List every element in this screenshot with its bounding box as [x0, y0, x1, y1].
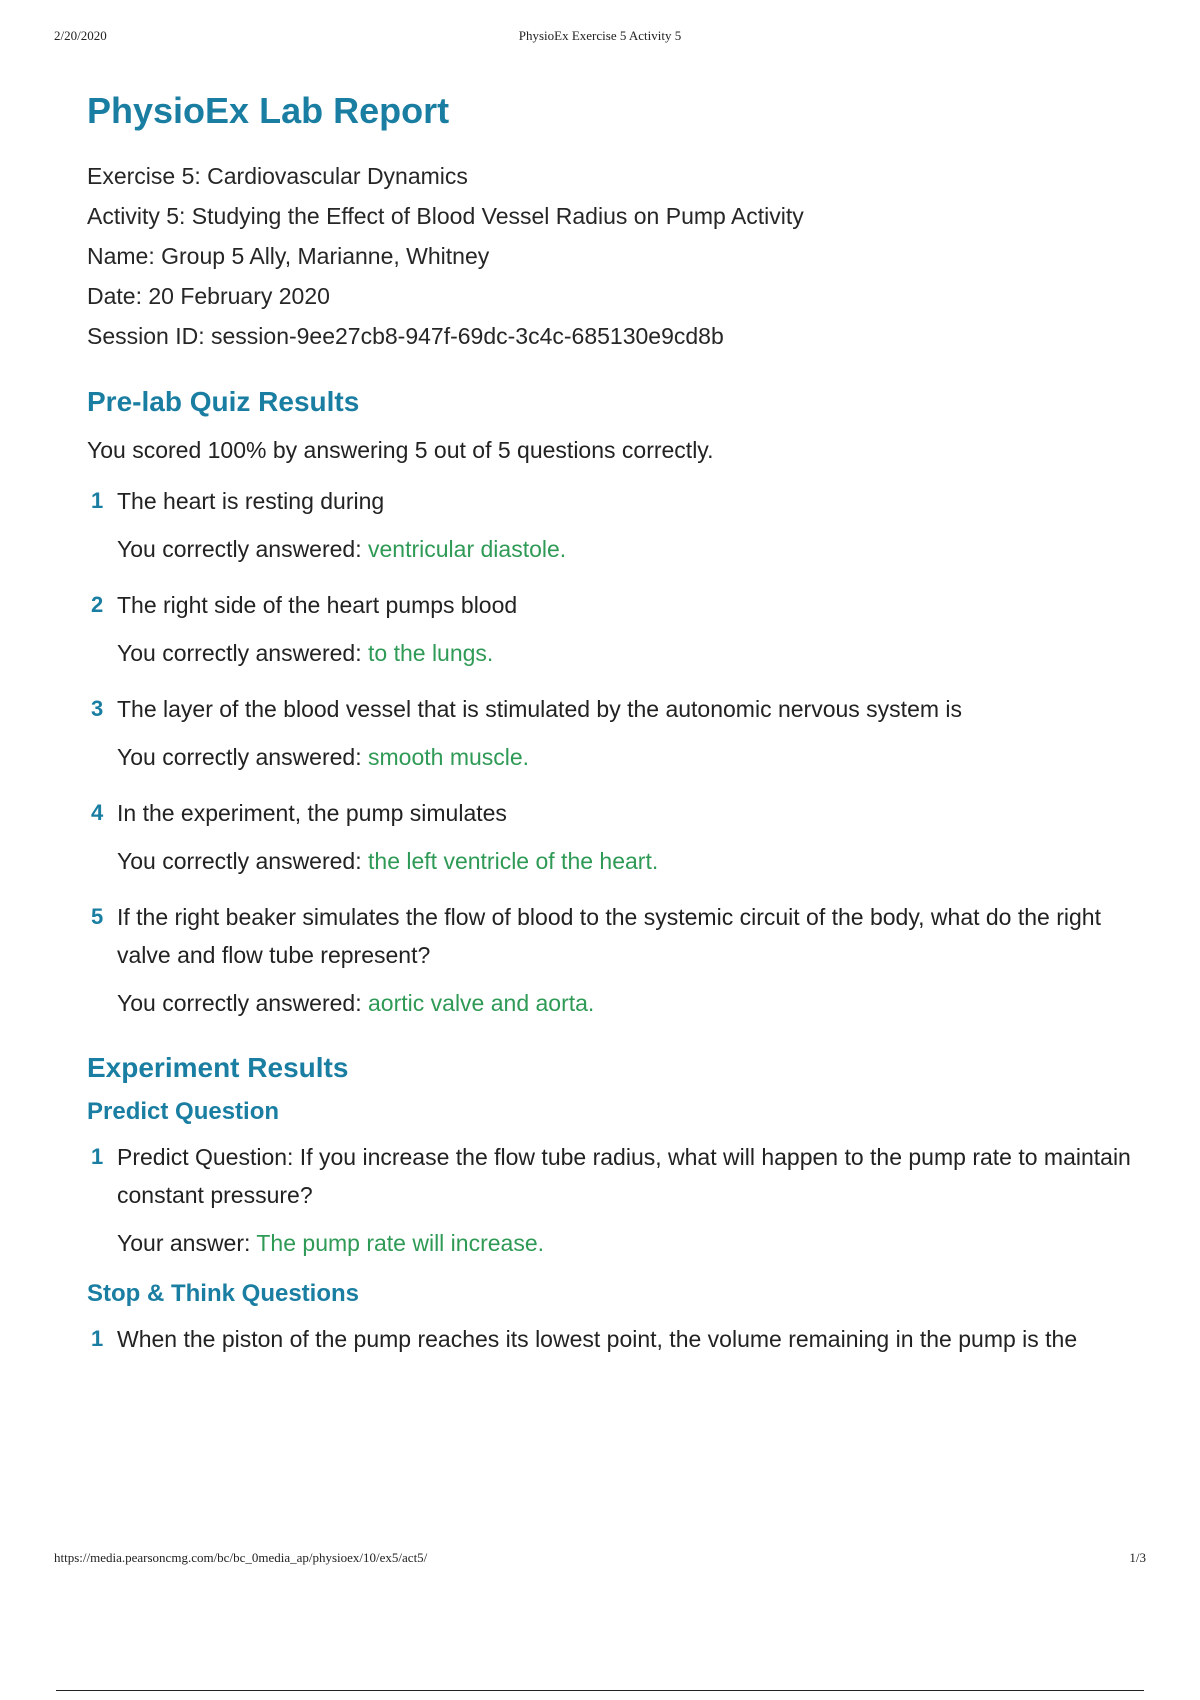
- answer-prefix: You correctly answered:: [117, 640, 369, 666]
- stop-think-heading: Stop & Think Questions: [87, 1280, 360, 1307]
- question-answer: [117, 530, 1147, 568]
- answer-prefix: Your answer:: [117, 1230, 257, 1256]
- answer-value: The pump rate will increase.: [256, 1230, 544, 1256]
- activity-line: Activity 5: Studying the Effect of Blood Vessel Radius on Pump Activity: [87, 203, 804, 229]
- quiz-question: [87, 482, 1147, 568]
- question-number: 4: [91, 800, 104, 825]
- answer-value: to the lungs.: [368, 640, 494, 666]
- session-line: Session ID: session-9ee27cb8-947f-69dc-3c4c-685130e9cd8b: [87, 323, 724, 349]
- report-content: [87, 90, 1147, 1376]
- quiz-question: [87, 898, 1147, 1022]
- answer-prefix: You correctly answered:: [117, 536, 369, 562]
- quiz-question: [87, 586, 1147, 672]
- print-doc-title: PhysioEx Exercise 5 Activity 5: [518, 28, 682, 43]
- question-text: The layer of the blood vessel that is stimulated by the autonomic nervous system is: [117, 696, 963, 722]
- question-text: The right side of the heart pumps blood: [117, 592, 518, 618]
- predict-heading: Predict Question: [87, 1098, 280, 1125]
- question-number: 1: [91, 1326, 104, 1351]
- prelab-score: You scored 100% by answering 5 out of 5 questions correctly.: [87, 437, 714, 463]
- date-line: Date: 20 February 2020: [87, 283, 330, 309]
- experiment-heading: Experiment Results: [87, 1052, 349, 1083]
- answer-value: ventricular diastole.: [368, 536, 567, 562]
- question-answer: [117, 842, 1147, 880]
- bottom-rule: [56, 1690, 1144, 1691]
- question-text: The heart is resting during: [117, 488, 385, 514]
- question-answer: [117, 1224, 1147, 1262]
- question-text: If the right beaker simulates the flow of blood to the systemic circuit of the body, what do the right valve and flow tube represent?: [117, 904, 1101, 968]
- question-text: When the piston of the pump reaches its lowest point, the volume remaining in the pump is the: [117, 1326, 1078, 1352]
- print-date: 2/20/2020: [54, 28, 107, 43]
- answer-prefix: You correctly answered:: [117, 990, 369, 1016]
- print-header: [54, 28, 1146, 48]
- print-footer: [54, 1550, 1146, 1570]
- question-number: 5: [91, 904, 104, 929]
- name-line: Name: Group 5 Ally, Marianne, Whitney: [87, 243, 490, 269]
- question-number: 1: [91, 488, 104, 513]
- quiz-question: [87, 794, 1147, 880]
- question-answer: [117, 634, 1147, 672]
- stop-think-question: [87, 1320, 1147, 1358]
- question-text: In the experiment, the pump simulates: [117, 800, 507, 826]
- question-number: 1: [91, 1144, 104, 1169]
- exercise-line: Exercise 5: Cardiovascular Dynamics: [87, 163, 468, 189]
- question-number: 3: [91, 696, 104, 721]
- page-number: 1/3: [1129, 1550, 1146, 1565]
- answer-prefix: You correctly answered:: [117, 848, 369, 874]
- print-url: https://media.pearsoncmg.com/bc/bc_0media_ap/physioex/10/ex5/act5/: [54, 1550, 428, 1565]
- question-number: 2: [91, 592, 104, 617]
- answer-value: smooth muscle.: [368, 744, 530, 770]
- question-answer: [117, 984, 1147, 1022]
- answer-value: the left ventricle of the heart.: [368, 848, 659, 874]
- predict-question: [87, 1138, 1147, 1262]
- question-answer: [117, 738, 1147, 776]
- answer-value: aortic valve and aorta.: [368, 990, 595, 1016]
- question-text: Predict Question: If you increase the flow tube radius, what will happen to the pump rate to maintain constant pressure?: [117, 1144, 1131, 1208]
- answer-prefix: You correctly answered:: [117, 744, 369, 770]
- report-title: PhysioEx Lab Report: [87, 90, 450, 131]
- prelab-heading: Pre-lab Quiz Results: [87, 386, 360, 417]
- quiz-question: [87, 690, 1147, 776]
